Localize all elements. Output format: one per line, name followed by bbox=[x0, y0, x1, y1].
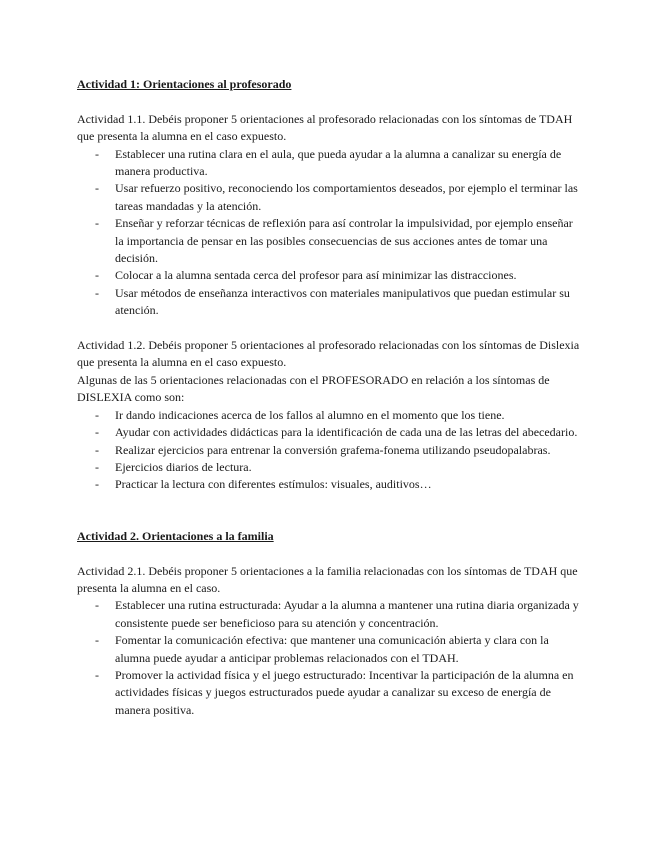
list-item: - Ayudar con actividades didácticas para la identificación de cada una de las letras del abecedario. bbox=[77, 424, 583, 441]
document-page bbox=[77, 76, 583, 719]
dash-bullet: - bbox=[95, 268, 99, 283]
dash-bullet: - bbox=[95, 459, 99, 474]
dash-bullet: - bbox=[95, 477, 99, 492]
dash-bullet: - bbox=[95, 146, 99, 161]
section2-intro-2-1: Actividad 2.1. Debéis proponer 5 orientaciones a la familia relacionadas con los síntomas de TDAH que presenta la alumna en el caso. bbox=[77, 563, 578, 595]
tdah-teacher-list bbox=[77, 146, 583, 320]
section1-heading: Actividad 1: Orientaciones al profesorado bbox=[77, 77, 292, 91]
list-item: - Realizar ejercicios para entrenar la conversión grafema-fonema utilizando pseudopalabras. bbox=[77, 442, 583, 459]
dash-bullet: - bbox=[95, 442, 99, 457]
dash-bullet: - bbox=[95, 216, 99, 231]
list-item: - Practicar la lectura con diferentes estímulos: visuales, auditivos… bbox=[77, 476, 583, 493]
list-item: - Enseñar y reforzar técnicas de reflexión para así controlar la impulsividad, por ejemplo enseñar la importancia de pensar en las posibles consecuencias de sus acciones antes de tomar una decisión. bbox=[95, 216, 573, 266]
section1-intro-1-2b: Algunas de las 5 orientaciones relacionadas con el PROFESORADO en relación a los síntomas de DISLEXIA como son: bbox=[77, 372, 550, 405]
dash-bullet: - bbox=[95, 181, 99, 196]
dash-bullet: - bbox=[95, 425, 99, 440]
dash-bullet: - bbox=[95, 407, 99, 422]
dash-bullet: - bbox=[95, 598, 99, 613]
list-item: - Establecer una rutina estructurada: Ayudar a la alumna a mantener una rutina diaria organizada y consistente puede ser beneficioso para su atención y concentración. bbox=[95, 598, 579, 630]
list-item: - Colocar a la alumna sentada cerca del profesor para así minimizar las distracciones. bbox=[77, 267, 583, 284]
dash-bullet: - bbox=[95, 633, 99, 648]
list-item: - Promover la actividad física y el juego estructurado: Incentivar la participación de la alumna en actividades físicas y juegos estructurados puede ayudar a canalizar su exceso de energía de manera positiva. bbox=[95, 667, 574, 717]
list-item: - Ejercicios diarios de lectura. bbox=[77, 459, 583, 476]
dislexia-teacher-list bbox=[77, 407, 583, 494]
list-item: - Fomentar la comunicación efectiva: que mantener una comunicación abierta y clara con la alumna puede ayudar a anticipar problemas relacionados con el TDAH. bbox=[95, 633, 549, 665]
list-item: - Ir dando indicaciones acerca de los fallos al alumno en el momento que los tiene. bbox=[77, 407, 583, 424]
section2-heading: Actividad 2. Orientaciones a la familia bbox=[77, 528, 274, 543]
list-item: - Usar refuerzo positivo, reconociendo los comportamientos deseados, por ejemplo el terminar las tareas mandadas y la atención. bbox=[95, 181, 578, 213]
tdah-family-list bbox=[77, 597, 583, 719]
list-item: - Usar métodos de enseñanza interactivos con materiales manipulativos que puedan estimular su atención. bbox=[95, 285, 570, 318]
section1-intro-1-2: Actividad 1.2. Debéis proponer 5 orientaciones al profesorado relacionadas con los síntomas de Dislexia que presenta la alumna en el caso expuesto. bbox=[77, 338, 580, 370]
list-item: - Establecer una rutina clara en el aula, que pueda ayudar a la alumna a canalizar su energía de manera productiva. bbox=[95, 146, 562, 179]
section1-intro-1-1: Actividad 1.1. Debéis proponer 5 orientaciones al profesorado relacionadas con los síntomas de TDAH que presenta la alumna en el caso expuesto. bbox=[77, 111, 573, 144]
dash-bullet: - bbox=[95, 285, 99, 300]
dash-bullet: - bbox=[95, 667, 99, 682]
